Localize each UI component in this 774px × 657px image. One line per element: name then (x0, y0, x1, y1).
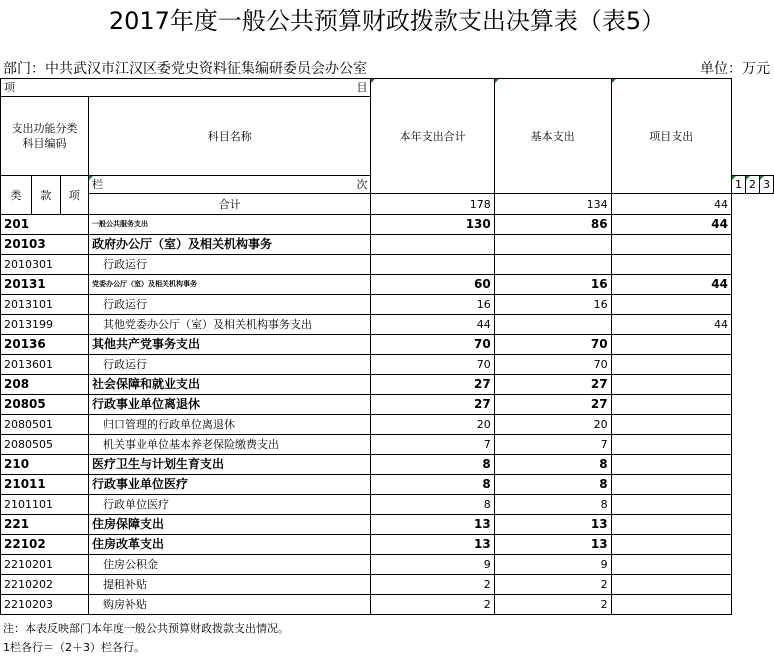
page-title: 2017年度一般公共预算财政拨款支出决算表（表5） (108, 7, 666, 35)
xiang-mu-header (1, 79, 371, 97)
table-row (1, 375, 774, 395)
row-code: 2013101 (1, 295, 89, 315)
header-total: 本年支出合计 (371, 79, 494, 194)
row-subject-name: 政府办公厅（室）及相关机构事务 (89, 235, 371, 255)
row-subject-name: 归口管理的行政单位离退休 (89, 415, 371, 435)
row-code: 210 (1, 455, 89, 475)
row-total: 130 (371, 215, 494, 235)
row-subject-name: 行政事业单位医疗 (89, 475, 371, 495)
row-project (611, 295, 731, 315)
row-project (611, 255, 731, 275)
table-row (1, 355, 774, 375)
header-project: 项目支出 (611, 79, 731, 194)
row-total: 44 (371, 315, 494, 335)
row-code: 201 (1, 215, 89, 235)
row-code: 2210203 (1, 595, 89, 615)
row-basic: 16 (494, 275, 611, 295)
header-basic: 基本支出 (494, 79, 611, 194)
row-subject-name: 行政运行 (89, 255, 371, 275)
row-total: 20 (371, 415, 494, 435)
header-code-line2: 科目编码 (22, 137, 67, 150)
row-subject-name: 行政单位医疗 (89, 495, 371, 515)
row-project (611, 235, 731, 255)
row-basic: 8 (494, 475, 611, 495)
header-kuan: 款 (32, 176, 60, 215)
row-subject-name: 一般公共服务支出 (89, 215, 371, 235)
table-row (1, 435, 774, 455)
row-code: 2080505 (1, 435, 89, 455)
row-project (611, 375, 731, 395)
row-project (611, 535, 731, 555)
header-row-1 (1, 79, 774, 97)
row-subject-name: 住房保障支出 (89, 515, 371, 535)
row-total: 9 (371, 555, 494, 575)
table-row (1, 295, 774, 315)
header-mu: 目 (356, 81, 368, 94)
row-project (611, 575, 731, 595)
header-xiang2: 项 (60, 176, 88, 215)
row-basic (494, 315, 611, 335)
row-basic: 70 (494, 335, 611, 355)
table-row (1, 415, 774, 435)
row-subject-name: 行政运行 (89, 295, 371, 315)
row-total: 27 (371, 375, 494, 395)
row-subject-name: 行政运行 (89, 355, 371, 375)
row-basic: 27 (494, 395, 611, 415)
row-code: 20103 (1, 235, 89, 255)
table-row (1, 235, 774, 255)
row-code: 20805 (1, 395, 89, 415)
row-basic: 8 (494, 455, 611, 475)
header-code (1, 97, 89, 176)
row-basic: 16 (494, 295, 611, 315)
row-basic: 13 (494, 515, 611, 535)
row-basic (494, 235, 611, 255)
row-subject-name: 住房改革支出 (89, 535, 371, 555)
row-basic: 8 (494, 495, 611, 515)
row-basic: 2 (494, 595, 611, 615)
row-code: 2210201 (1, 555, 89, 575)
row-total: 27 (371, 395, 494, 415)
header-lei: 类 (1, 176, 32, 215)
row-total (371, 235, 494, 255)
total-project: 44 (611, 194, 731, 215)
row-total: 2 (371, 595, 494, 615)
row-project (611, 515, 731, 535)
row-basic: 27 (494, 375, 611, 395)
row-total: 2 (371, 575, 494, 595)
row-total (371, 255, 494, 275)
row-total: 60 (371, 275, 494, 295)
row-project (611, 595, 731, 615)
header-subject-name: 科目名称 (89, 97, 371, 176)
row-subject-name: 社会保障和就业支出 (89, 375, 371, 395)
row-code: 2013199 (1, 315, 89, 335)
table-row (1, 275, 774, 295)
note-2: 1栏各行＝（2＋3）栏各行。 (3, 641, 145, 654)
table-row (1, 455, 774, 475)
header-code-line1: 支出功能分类 (11, 122, 78, 135)
row-subject-name: 医疗卫生与计划生育支出 (89, 455, 371, 475)
column-number-3: 3 (760, 176, 774, 194)
row-total: 8 (371, 455, 494, 475)
row-total: 13 (371, 515, 494, 535)
row-code: 2010301 (1, 255, 89, 275)
row-basic: 13 (494, 535, 611, 555)
row-project (611, 475, 731, 495)
row-total: 70 (371, 335, 494, 355)
expenditure-table (0, 78, 774, 615)
row-subject-name: 其他共产党事务支出 (89, 335, 371, 355)
header-lan: 栏 (92, 178, 104, 192)
row-subject-name: 党委办公厅（室）及相关机构事务 (89, 275, 371, 295)
header-xiang: 项 (4, 81, 15, 94)
row-subject-name: 行政事业单位离退休 (89, 395, 371, 415)
table-row (1, 215, 774, 235)
table-row (1, 495, 774, 515)
unit-label: 单位：万元 (700, 61, 770, 77)
column-number-1: 1 (732, 176, 746, 194)
row-basic: 70 (494, 355, 611, 375)
row-code: 20131 (1, 275, 89, 295)
row-code: 22102 (1, 535, 89, 555)
row-code: 20136 (1, 335, 89, 355)
header-ci: 次 (356, 178, 368, 192)
row-basic: 2 (494, 575, 611, 595)
row-code: 2101101 (1, 495, 89, 515)
table-row (1, 555, 774, 575)
table-row (1, 535, 774, 555)
row-code: 2013601 (1, 355, 89, 375)
row-total: 70 (371, 355, 494, 375)
row-basic (494, 255, 611, 275)
note-1: 注：本表反映部门本年度一般公共预算财政拨款支出情况。 (3, 622, 289, 635)
column-number-2: 2 (746, 176, 760, 194)
table-row (1, 255, 774, 275)
total-basic: 134 (494, 194, 611, 215)
row-project (611, 455, 731, 475)
table-row (1, 395, 774, 415)
row-code: 21011 (1, 475, 89, 495)
row-subject-name: 其他党委办公厅（室）及相关机构事务支出 (89, 315, 371, 335)
row-code: 2080501 (1, 415, 89, 435)
table-row (1, 515, 774, 535)
row-project: 44 (611, 215, 731, 235)
row-project (611, 395, 731, 415)
total-row (1, 194, 774, 215)
department-label: 部门：中共武汉市江汉区委党史资料征集编研委员会办公室 (3, 61, 367, 77)
row-project (611, 355, 731, 375)
row-code: 221 (1, 515, 89, 535)
table-row (1, 475, 774, 495)
row-basic: 7 (494, 435, 611, 455)
row-basic: 20 (494, 415, 611, 435)
row-subject-name: 购房补贴 (89, 595, 371, 615)
row-project (611, 435, 731, 455)
row-basic: 86 (494, 215, 611, 235)
table-row (1, 335, 774, 355)
total-total: 178 (371, 194, 494, 215)
row-project: 44 (611, 275, 731, 295)
row-project (611, 335, 731, 355)
row-project (611, 415, 731, 435)
row-project (611, 555, 731, 575)
row-total: 8 (371, 495, 494, 515)
row-subject-name: 住房公积金 (89, 555, 371, 575)
row-total: 8 (371, 475, 494, 495)
table-row (1, 595, 774, 615)
row-total: 16 (371, 295, 494, 315)
row-project (611, 495, 731, 515)
row-subject-name: 机关事业单位基本养老保险缴费支出 (89, 435, 371, 455)
table-row (1, 315, 774, 335)
header-lan-ci (89, 176, 371, 194)
row-total: 13 (371, 535, 494, 555)
row-subject-name: 提租补贴 (89, 575, 371, 595)
row-code: 2210202 (1, 575, 89, 595)
table-row (1, 575, 774, 595)
total-label: 合计 (89, 194, 371, 215)
row-project: 44 (611, 315, 731, 335)
row-code: 208 (1, 375, 89, 395)
row-total: 7 (371, 435, 494, 455)
row-basic: 9 (494, 555, 611, 575)
